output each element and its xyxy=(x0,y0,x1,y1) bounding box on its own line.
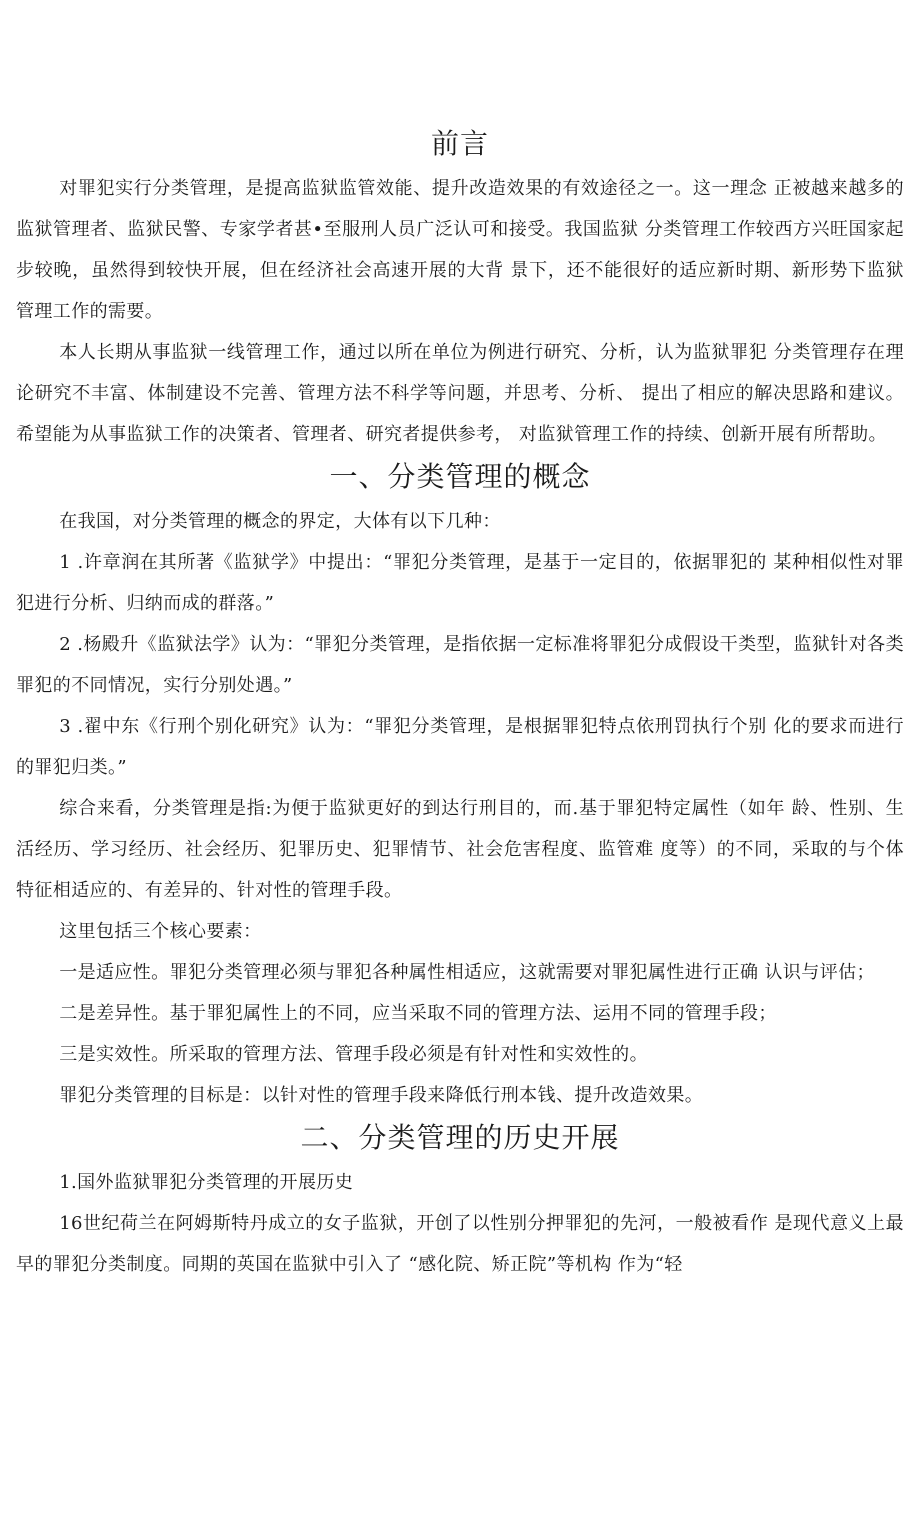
definition-2-paragraph: 2 .杨殿升《监狱法学》认为：“罪犯分类管理，是指依据一定标准将罪犯分成假设干类型，监狱针对各类罪犯的不同情况，实行分别处遇。” xyxy=(16,634,904,696)
preface-paragraph-1: 对罪犯实行分类管理，是提高监狱监管效能、提升改造效果的有效途径之一。这一理念 正被越来越多的监狱管理者、监狱民警、专家学者甚•至服刑人员广泛认可和接受。我国监狱 分类管理工作较西方兴旺国家起步较晚，虽然得到较快开展，但在经济社会高速开展的大背 景下，还不能很好的适应新时期、新形势下监狱管理工作的需要。 xyxy=(16,178,904,322)
section-1-paragraph: 在我国，对分类管理的概念的界定，大体有以下几种： xyxy=(59,511,501,532)
core-element-adaptability: 一是适应性。罪犯分类管理必须与罪犯各种属性相适应，这就需要对罪犯属性进行正确 认识与评估； xyxy=(59,962,875,983)
history-paragraph: 16世纪荷兰在阿姆斯特丹成立的女子监狱，开创了以性别分押罪犯的先河，一般被看作 是现代意义上最早的罪犯分类制度。同期的英国在监狱中引入了 “感化院、矫正院”等机构 作为“轻 xyxy=(16,1213,904,1275)
section-1-title: 一、分类管理的概念 xyxy=(329,460,591,493)
subsection-foreign-history-title: 1.国外监狱罪犯分类管理的开展历史 xyxy=(59,1172,354,1193)
core-element-effectiveness: 三是实效性。所采取的管理方法、管理手段必须是有针对性和实效性的。 xyxy=(59,1044,648,1065)
management-goal-paragraph: 罪犯分类管理的目标是：以针对性的管理手段来降低行刑本钱、提升改造效果。 xyxy=(59,1085,704,1106)
section-2-title: 二、分类管理的历史开展 xyxy=(300,1121,620,1154)
document-body xyxy=(16,122,904,1285)
preface-paragraph-2: 本人长期从事监狱一线管理工作，通过以所在单位为例进行研究、分析，认为监狱罪犯 分类管理存在理论研究不丰富、体制建设不完善、管理方法不科学等问题，并思考、分析、 提出了相应的解决思路和建议。希望能为从事监狱工作的决策者、管理者、研究者提供参考， 对监狱管理工作的持续、创新开展有所帮助。 xyxy=(16,342,904,445)
preface-title: 前言 xyxy=(430,127,489,160)
summary-paragraph: 综合来看，分类管理是指:为便于监狱更好的到达行刑目的，而.基于罪犯特定属性（如年 龄、性别、生活经历、学习经历、社会经历、犯罪历史、犯罪情节、社会危害程度、监管难 度等）的不同，采取的与个体特征相适应的、有差异的、针对性的管理手段。 xyxy=(16,798,904,901)
core-element-difference: 二是差异性。基于罪犯属性上的不同，应当采取不同的管理方法、运用不同的管理手段； xyxy=(59,1003,777,1024)
core-elements-intro: 这里包括三个核心要素： xyxy=(59,921,262,942)
definition-3-paragraph: 3 .翟中东《行刑个别化研究》认为：“罪犯分类管理，是根据罪犯特点依刑罚执行个别 化的要求而进行的罪犯归类。” xyxy=(16,716,904,778)
definition-1-paragraph: 1 .许章润在其所著《监狱学》中提出：“罪犯分类管理，是基于一定目的，依据罪犯的 某种相似性对罪犯进行分析、归纳而成的群落。” xyxy=(16,552,904,614)
